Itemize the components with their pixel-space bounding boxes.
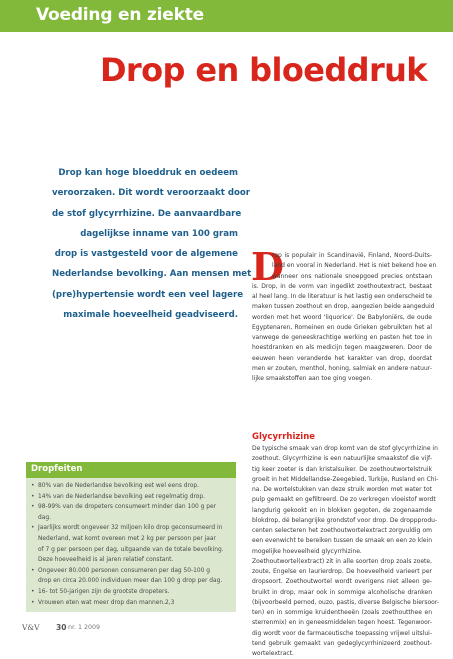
fact-item xyxy=(31,481,232,492)
intro-line: Drop kan hoge bloeddruk en oedeem xyxy=(58,168,238,178)
fact-line: Nederland, wat komt overeen met 2 kg per persoon per jaar xyxy=(38,535,216,542)
fact-item xyxy=(31,566,232,587)
paragraph-line: maken tussen zoethout en drop, aangezien beide aangeduid xyxy=(252,303,435,311)
fact-line: • 16- tot 50-jarigen zijn de grootste dropeters. xyxy=(31,587,232,598)
paragraph-line: (bijvoorbeeld pernod, ouzo, pastis, diverse Belgische biersoor- xyxy=(252,598,440,606)
facts-box-title: Dropfeiten xyxy=(31,464,83,474)
paragraph-line: centen selecteren het zoethoutwortelextract zorgvuldig om xyxy=(252,527,432,534)
paragraph-line: sterrenmix) en in geneesmiddelen tegen hoest. Tegenwoor- xyxy=(252,619,432,627)
facts-list xyxy=(31,481,232,608)
paragraph-line: pulp gemaakt en gefiltreerd. De zo verkregen vloeistof wordt xyxy=(252,496,436,504)
page-number: 30 xyxy=(56,623,67,632)
article-paragraph-1 xyxy=(252,251,437,384)
fact-line: • Vrouwen eten wat meer drop dan mannen.2,3 xyxy=(31,598,232,609)
bullet-icon: • xyxy=(31,599,35,606)
paragraph-line: Zoethoutwortel(extract) zit in alle soorten drop zoals zoete, xyxy=(252,557,432,565)
paragraph-line: al heel lang. In de literatuur is het lastig een onderscheid te xyxy=(252,293,433,300)
fact-item xyxy=(31,502,232,523)
paragraph-line: langdurig gekookt en in blokken gegoten, de zogenaamde xyxy=(252,506,432,514)
article-intro xyxy=(52,163,252,325)
paragraph-line: tig keer zoeter is dan kristalsuiker. De zoethoutwortelstruik xyxy=(252,465,432,473)
intro-line: veroorzaken. Dit wordt veroorzaakt door xyxy=(52,188,251,199)
fact-line: dag. xyxy=(38,514,51,521)
paragraph-line: dropsoort. Zoethoutwortel wordt overigens niet alleen ge- xyxy=(252,578,432,586)
fact-line: drop en circa 20.000 individuen meer dan 100 g drop per dag. xyxy=(38,578,223,585)
paragraph-line: dig wordt voor de farmaceutische toepassing vrijwel uitslui- xyxy=(252,629,432,637)
fact-item xyxy=(31,598,232,609)
paragraph-line: hoestdranken en als medicijn tegen maagzweren. Door de xyxy=(252,344,432,352)
intro-line: de stof glycyrrhizine. De aanvaardbare xyxy=(52,208,242,219)
facts-box xyxy=(26,462,236,612)
fact-item xyxy=(31,523,232,565)
paragraph-line: ten) en in sommige kruidentheeën (zoals zoethoutthee en xyxy=(252,609,432,616)
section-title: Voeding en ziekte xyxy=(36,5,204,25)
paragraph-line: mogelijke hoeveelheid glycyrrhizine. xyxy=(252,547,362,555)
paragraph-line: vanwege de geneeskrachtige werking en pasten het toe in xyxy=(252,334,432,341)
article-title: Drop en bloeddruk xyxy=(99,51,427,89)
paragraph-line: zoethout. Glycyrrhizine is een natuurlijke smaakstof die vijf- xyxy=(252,455,432,463)
paragraph-line: rop is populair in Scandinavië, Finland, Noord-Duits- xyxy=(272,252,432,259)
intro-line: dagelijkse inname van 100 gram xyxy=(80,228,238,239)
paragraph-line: wanneer ons nationale snoepgoed precies ontstaan xyxy=(272,272,432,280)
fact-line: • Jaarlijks wordt ongeveer 32 miljoen kilo drop geconsumeerd in xyxy=(31,523,232,534)
paragraph-line: zoute, Engelse en laurierdrop. De hoeveelheid varieert per xyxy=(252,568,432,575)
intro-line: maximale hoeveelheid geadviseerd. xyxy=(63,310,238,321)
bullet-icon: • xyxy=(31,483,35,489)
paragraph-line: eeuwen heen veranderde het karakter van drop, doordat xyxy=(252,354,432,362)
paragraph-line: blokdrop, dé belangrijke grondstof voor drop. De droppprodu- xyxy=(252,516,438,524)
paragraph-line: land en vooral in Nederland. Het is niet bekend hoe en xyxy=(272,262,437,270)
drop-cap: D xyxy=(251,244,284,289)
bullet-icon: • xyxy=(31,588,35,595)
fact-line: Deze hoeveelheid is al jaren relatief constant. xyxy=(38,557,174,564)
magazine-logo: V&V xyxy=(22,623,40,632)
bullet-icon: • xyxy=(31,525,35,532)
paragraph-line: na. De wortelstukken van deze struik worden met water tot xyxy=(252,486,432,493)
fact-line: • 14% van de Nederlandse bevolking eet regelmatig drop. xyxy=(31,492,232,503)
paragraph-line: een evenwicht te bereiken tussen de smaak en een zo klein xyxy=(252,537,433,545)
fact-line: • Ongeveer 80.000 personen consumeren per dag 50-100 g xyxy=(31,566,232,577)
issue-label: nr. 1 2009 xyxy=(68,624,101,631)
paragraph-line: men er zouten, menthol, honing, salmiak en andere natuur- xyxy=(252,364,432,372)
paragraph-line: bruikt in drop, maar ook in sommige alcoholische dranken xyxy=(252,588,432,596)
paragraph-line: De typische smaak van drop komt van de stof glycyrrhizine in xyxy=(252,445,438,452)
bullet-icon: • xyxy=(31,567,35,574)
bullet-icon: • xyxy=(31,504,35,511)
paragraph-line: groeit in het Middellandse-Zeegebied, Turkije, Rusland en Chi- xyxy=(252,475,439,483)
intro-line: (pre)hypertensie wordt een veel lagere xyxy=(52,289,244,300)
paragraph-line: tend gebruik gemaakt van gedeglycyrrhinizeerd zoethout- xyxy=(252,639,432,647)
article-paragraph-2 xyxy=(252,444,440,659)
paragraph-line: Egyptenaren, Romeinen en oude Grieken gebruikten het al xyxy=(252,323,432,331)
bullet-icon: • xyxy=(31,493,35,500)
paragraph-line: is. Drop, in de vorm van ingedikt zoethoutextract, bestaat xyxy=(252,282,432,290)
fact-item xyxy=(31,492,232,503)
paragraph-line: lijke smaakstoffen aan toe ging voegen. xyxy=(252,375,373,382)
subheading-glycyrrhizine: Glycyrrhizine xyxy=(252,432,316,442)
fact-line: of 7 g per persoon per dag, uitgaande van de totale bevolking. xyxy=(38,546,224,553)
intro-line: Nederlandse bevolking. Aan mensen met xyxy=(52,269,252,280)
paragraph-line: worden met het woord 'liquorice'. De Babyloniërs, de oude xyxy=(252,313,432,321)
section-header-bar xyxy=(0,0,453,32)
paragraph-line: wortelextract. xyxy=(252,650,294,657)
fact-line: • 80% van de Nederlandse bevolking eet wel eens drop. xyxy=(31,481,232,492)
fact-item xyxy=(31,587,232,598)
fact-line: • 98-99% van de dropeters consumeert minder dan 100 g per xyxy=(31,502,232,513)
intro-line: drop is vastgesteld voor de algemene xyxy=(54,249,238,260)
facts-box-header xyxy=(26,462,236,478)
